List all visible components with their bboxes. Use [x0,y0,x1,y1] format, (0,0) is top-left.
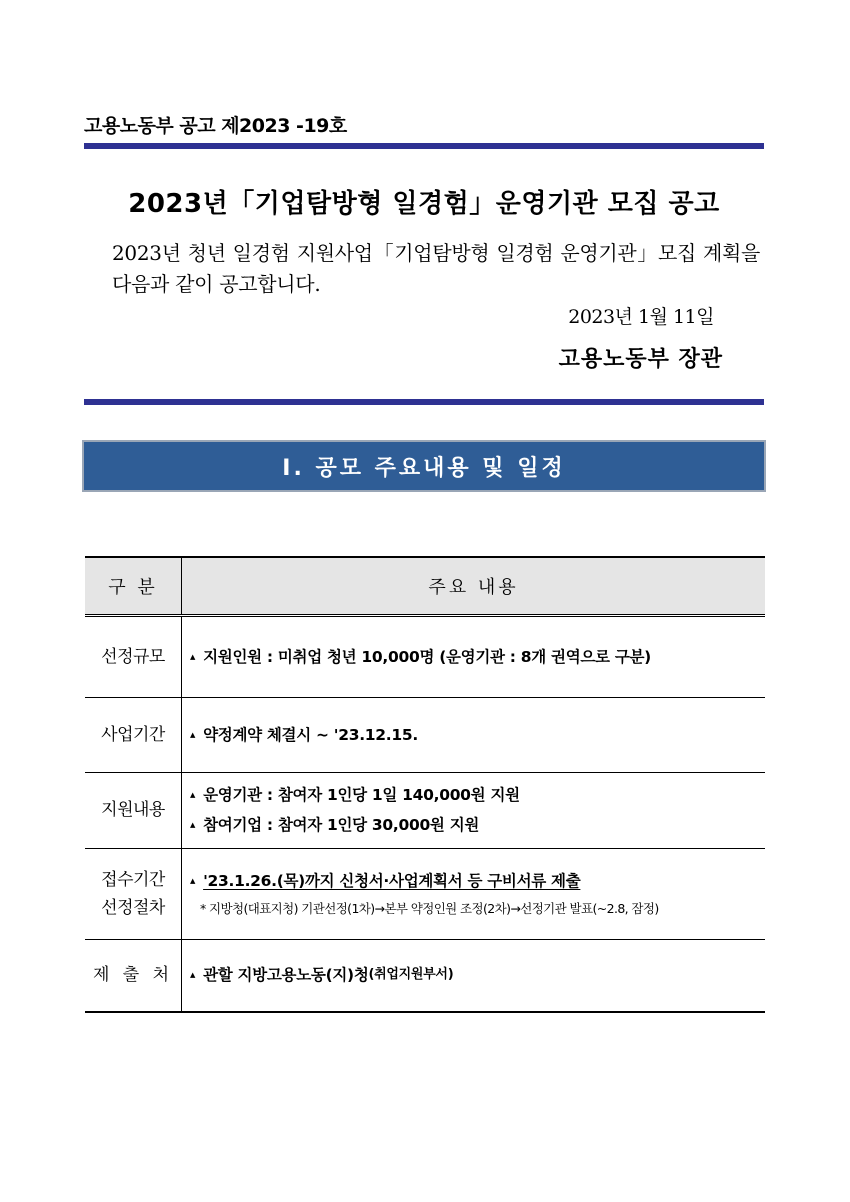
header-content: 주요 내용 [182,557,766,615]
row-label: 사업기간 [85,697,182,772]
row-item: 지원인원 : 미취업 청년 10,000명 (운영기관 : 8개 권역으로 구분) [203,647,651,666]
row-label: 제 출 처 [85,939,182,1012]
bullet-icon: ▲ [190,791,196,799]
row-item: 운영기관 : 참여자 1인당 1일 140,000원 지원 [203,786,520,804]
bullet-icon: ▲ [190,821,196,829]
row-item-note: (취업지원부서) [368,967,454,983]
signer: 고용노동부 장관 [558,347,723,372]
bullet-icon: ▲ [190,730,196,739]
top-divider [84,143,764,149]
notice-number: 고용노동부 공고 제2023 -19호 [84,115,347,137]
row-label: 지원내용 [85,772,182,848]
row-content [182,939,766,1012]
table-row [85,615,765,697]
intro-paragraph: 2023년 청년 일경험 지원사업「기업탐방형 일경험 운영기관」모집 계획을 다음과 같이 공고합니다. [112,241,760,296]
row-content [182,697,766,772]
table-header-row [85,557,765,615]
row-item: '23.1.26.(목)까지 신청서·사업계획서 등 구비서류 제출 [203,871,581,890]
row-item: 관할 지방고용노동(지)청 [203,966,369,985]
schedule-table [85,556,765,1013]
row-label-line: 선정절차 [101,897,165,918]
row-label [85,848,182,939]
table-row [85,939,765,1012]
bullet-icon: ▲ [190,876,196,885]
row-note: * 지방청(대표지청) 기관선정(1차)→본부 약정인원 조정(2차)→선정기관 발표(~2.8, 잠정) [200,900,659,916]
announcement-date: 2023년 1월 11일 [568,306,714,328]
row-content [182,615,766,697]
bullet-icon: ▲ [190,652,196,661]
row-content [182,772,766,848]
row-item: 약정계약 체결시 ~ '23.12.15. [203,725,418,744]
row-item: 참여기업 : 참여자 1인당 30,000원 지원 [203,816,480,834]
bullet-icon: ▲ [190,971,196,980]
row-label-line: 접수기간 [101,869,165,890]
table-row [85,697,765,772]
row-content [182,848,766,939]
page-title: 2023년「기업탐방형 일경험」운영기관 모집 공고 [128,189,720,219]
bottom-divider [84,399,764,405]
table-row [85,848,765,939]
header-category: 구 분 [85,557,182,615]
row-label: 선정규모 [85,615,182,697]
section-title: Ⅰ. 공모 주요내용 및 일정 [282,455,566,481]
table-row [85,772,765,848]
section-heading [82,440,766,492]
